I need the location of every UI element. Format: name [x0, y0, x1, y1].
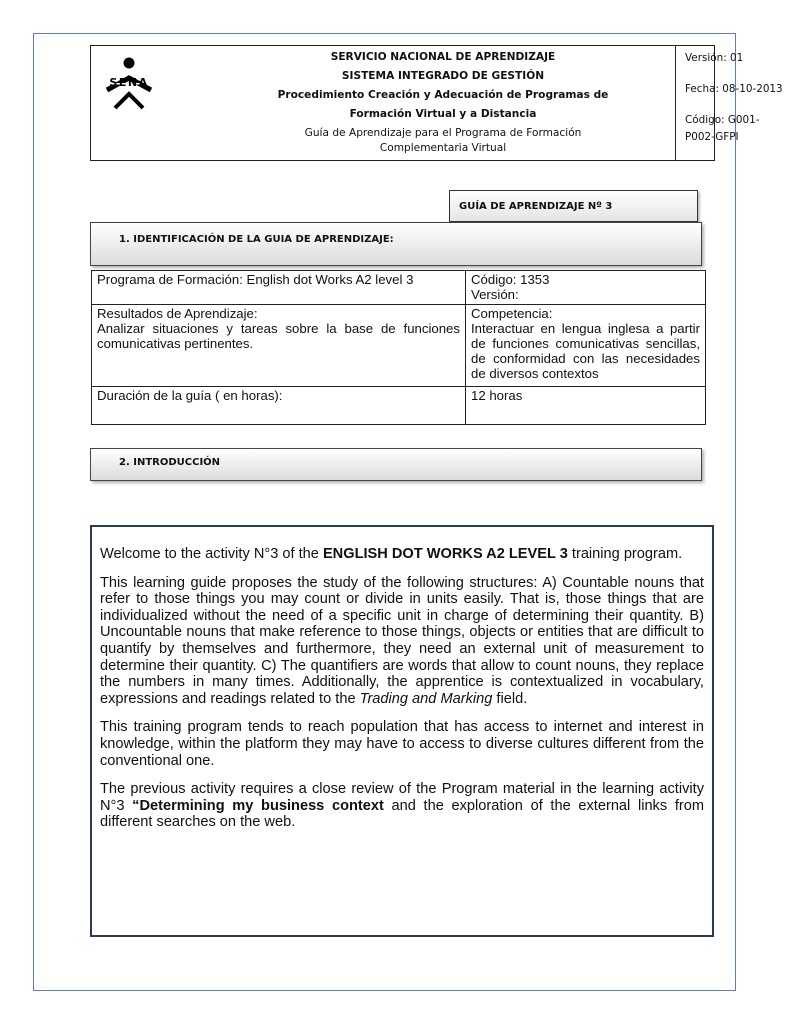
competencia-text: Interactuar en lengua inglesa a partir de funciones comunicativas sencillas, de conformidad con las necesidades de diversos contextos: [471, 321, 700, 381]
codigo-line-1: Código: G001-: [685, 114, 760, 126]
activity-name: “Determining my business context: [132, 797, 384, 814]
intro-text: Welcome to the activity N°3 of the: [100, 546, 323, 562]
resultados-label: Resultados de Aprendizaje:: [97, 306, 258, 321]
competencia-cell: [466, 305, 705, 381]
program-name: ENGLISH DOT WORKS A2 LEVEL 3: [322, 546, 568, 562]
org-line-5: Guía de Aprendizaje para el Programa de Formación: [304, 127, 582, 139]
intro-paragraph-3: This training program tends to reach population that has access to internet and interest in knowledge, within the platform they may have to access to diverse cultures different from the conventional one.: [100, 719, 704, 769]
duracion-label: Duración de la guía ( en horas):: [97, 388, 283, 403]
intro-text: and the exploration of the external links from different searches on the web.: [100, 797, 705, 831]
version-label: Versión: 01: [685, 52, 744, 64]
section-2-heading: 2. INTRODUCCIÓN: [90, 448, 702, 481]
field-name: Trading and Marking: [359, 690, 493, 707]
codigo-cell: [466, 271, 705, 302]
version-value: Versión:: [471, 287, 519, 302]
section-1-heading: 1. IDENTIFICACIÓN DE LA GUIA DE APRENDIZAJE:: [90, 222, 702, 266]
intro-paragraph-4: [100, 781, 704, 831]
codigo-line-2: P002-GFPI: [685, 131, 739, 143]
org-line-6: Complementaria Virtual: [379, 142, 507, 154]
codigo-value: Código: 1353: [471, 272, 550, 287]
resultados-text: Analizar situaciones y tareas sobre la base de funciones comunicativas pertinentes.: [97, 321, 460, 351]
header-meta: [677, 46, 801, 160]
intro-text: This learning guide proposes the study of the following structures: A) Countable nouns that refer to those things you may count or divide in units easily. That is, those things that are individualized without the need of a specific unit in charge of determining their quantity. B) Uncountable nouns that make reference to those things, objects or entities that are difficult to quantify by themselves and furthermore, they need an external unit of measurement to determine their quantity. C) The quantifiers are words that allow to count nouns, they replace the numbers in many times. Additionally, the apprentice is contextualized in vocabulary, expressions and readings related to the: [100, 574, 704, 707]
document-header: [90, 45, 783, 161]
org-line-2: SISTEMA INTEGRADO DE GESTIÓN: [341, 70, 545, 82]
sena-logo-icon: [91, 46, 211, 160]
identification-table: [91, 270, 706, 425]
introduction-box: [90, 525, 714, 937]
intro-text: field.: [492, 690, 528, 707]
fecha-label: Fecha: 08-10-2013: [685, 83, 783, 95]
sena-logo: [91, 46, 211, 160]
competencia-label: Competencia:: [471, 306, 553, 321]
intro-text: The previous activity requires a close review of the Program material in the learning activity N°3: [100, 781, 704, 814]
programa-cell: Programa de Formación: English dot Works A2 level 3: [97, 272, 414, 287]
intro-paragraph-1: [100, 546, 704, 563]
org-line-3: Procedimiento Creación y Adecuación de Programas de: [277, 89, 609, 101]
resultados-cell: [92, 305, 465, 351]
org-line-4: Formación Virtual y a Distancia: [349, 108, 537, 120]
intro-paragraph-2: [100, 575, 704, 708]
logo-wordmark: SENA: [109, 76, 149, 89]
intro-text: training program.: [567, 546, 683, 562]
org-line-1: SERVICIO NACIONAL DE APRENDIZAJE: [330, 51, 556, 63]
header-title-block: [211, 46, 676, 160]
guia-number-box: GUÍA DE APRENDIZAJE Nº 3: [449, 190, 698, 222]
duracion-value: 12 horas: [471, 388, 523, 403]
